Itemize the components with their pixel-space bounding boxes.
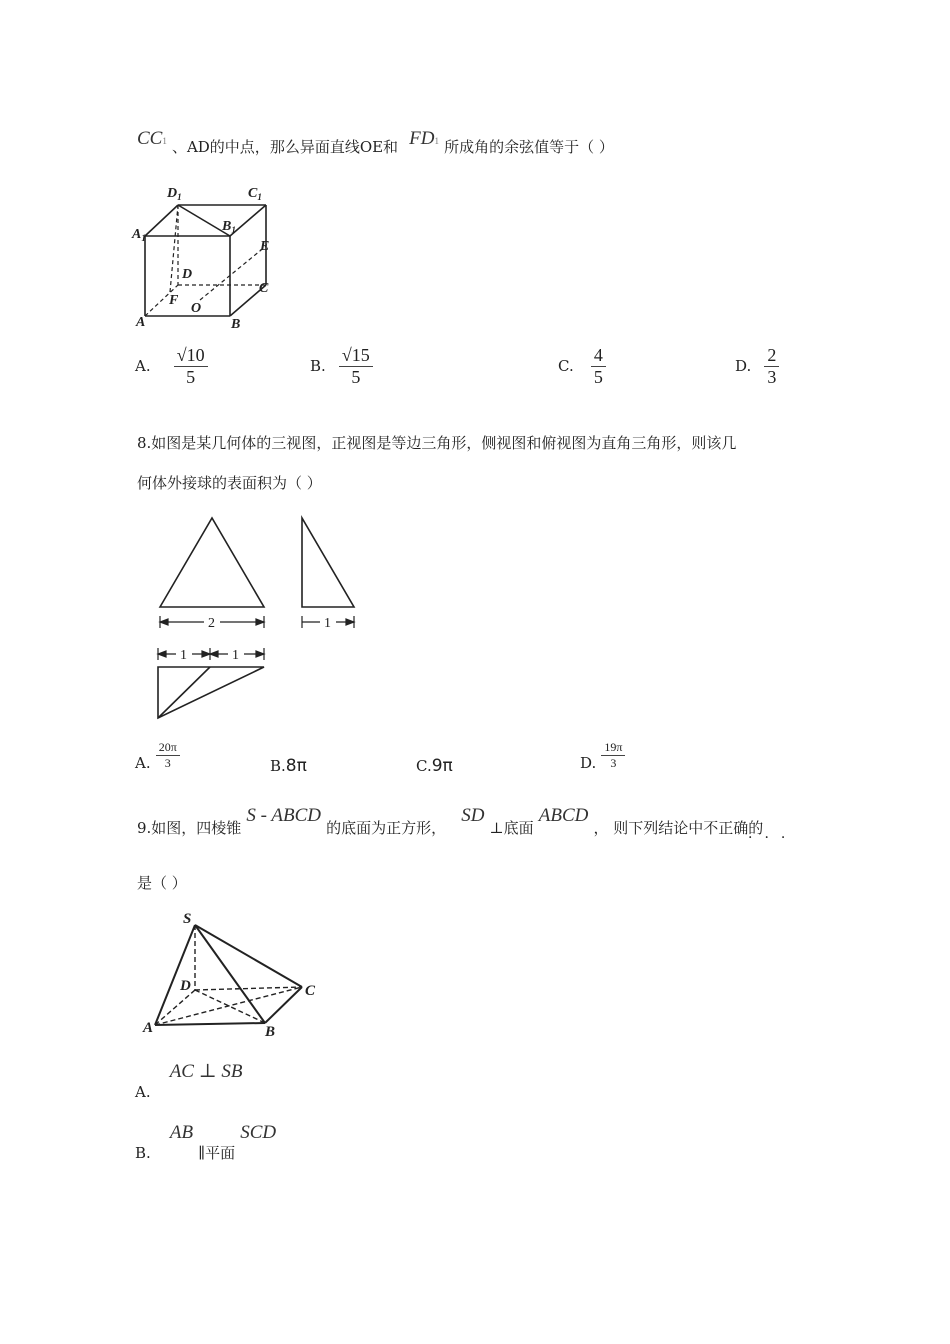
q7-option-a-fraction: $\frac{√10}{5}$ [174,345,208,388]
q9-pyramid-figure [140,905,330,1045]
q8-top-view [158,667,264,718]
q9-label-d: D [180,978,191,994]
q9-label-a: A [143,1020,154,1036]
q8-side-view [302,518,354,607]
q8-option-a-fraction: $\frac{20\pi}{3}$ [156,740,180,771]
q7-label-b1: $B_1$ [222,219,236,235]
q7-label-d: D [182,267,193,282]
q9-option-b[interactable]: B. AB ∥平面 SCD [135,1122,277,1162]
q9-math-abcd: ABCD [538,805,589,826]
q7-cube-figure [130,180,290,340]
q7-label-a: A [136,315,146,330]
q9-emphasis-dots: ··· [748,830,798,846]
q9-text-4: ， 则下列结论中不正确的 [593,819,764,837]
q9-stem-line2: 是（ ） [137,874,187,892]
q9-option-a-math: AC ⊥ SB [169,1061,243,1082]
q8-option-d[interactable]: D. $\frac{19\pi}{3}$ [580,740,625,771]
q8-front-view [160,518,264,607]
q8-stem-line1: 8.如图是某几何体的三视图，正视图是等边三角形，侧视图和俯视图为直角三角形，则该几 [137,434,737,452]
q7-stem-line [137,128,614,156]
q9-label-b: B [265,1024,276,1040]
q7-label-f: F [169,293,179,308]
q7-label-d1: $D_1$ [167,186,182,202]
q9-option-b-math2: SCD [240,1122,277,1143]
q8-option-d-fraction: $\frac{19\pi}{3}$ [601,740,625,771]
q8-option-a[interactable]: A. $\frac{20\pi}{3}$ [135,740,180,771]
q7-option-c[interactable]: C. $\frac{4}{5}$ [558,345,606,388]
q9-text-2: 的底面为正方形， [326,819,447,837]
q7-option-b-fraction: $\frac{√15}{5}$ [339,345,373,388]
q8-dim-front: 2 [208,616,215,631]
q7-label-b: B [231,317,241,332]
q8-stem-line2: 何体外接球的表面积为（ ） [137,474,322,492]
q8-dim-side: 1 [324,616,331,631]
q9-text-1: 9.如图，四棱锥 [137,819,242,837]
q8-three-view-figure [150,510,370,730]
q9-stem-line1 [137,805,764,837]
q9-label-c: C [305,983,316,999]
q7-option-d-fraction: $\frac{2}{3}$ [764,345,779,388]
q8-dim-top-left: 1 [180,648,187,663]
q7-option-c-fraction: $\frac{4}{5}$ [591,345,606,388]
q8-dim-top-right: 1 [232,648,239,663]
q8-option-c-value: 9π [431,756,453,776]
q8-option-c[interactable]: C.9π [416,756,453,776]
q7-option-a[interactable]: A. $\frac{√10}{5}$ [135,345,208,388]
q7-text-2: 所成角的余弦值等于（ ） [444,138,614,156]
q7-text-1: 、AD的中点，那么异面直线OE和 [171,138,399,156]
q8-option-b[interactable]: B.8π [270,756,307,776]
q7-label-c1: $C_1$ [248,186,262,202]
q9-option-b-text: ∥平面 [198,1144,236,1162]
q9-math-sabcd: S - ABCD [246,805,321,826]
q7-label-c: C [259,281,269,296]
q9-math-sd: SD [461,805,485,826]
q9-label-s: S [183,911,192,927]
q7-label-e: E [260,239,270,254]
q8-option-b-value: 8π [285,756,307,776]
q7-option-b[interactable]: B. $\frac{√15}{5}$ [310,345,373,388]
q9-text-3: ⊥底面 [489,819,534,837]
q9-option-a[interactable]: A. AC ⊥ SB [135,1061,243,1101]
q7-math-cc1: CC1 [137,128,167,149]
q7-option-d[interactable]: D. $\frac{2}{3}$ [735,345,779,388]
q9-option-b-math1: AB [169,1122,194,1143]
q7-math-fd1: FD1 [409,128,439,149]
q7-label-o: O [191,301,202,316]
q7-label-a1: $A_1$ [132,227,146,243]
